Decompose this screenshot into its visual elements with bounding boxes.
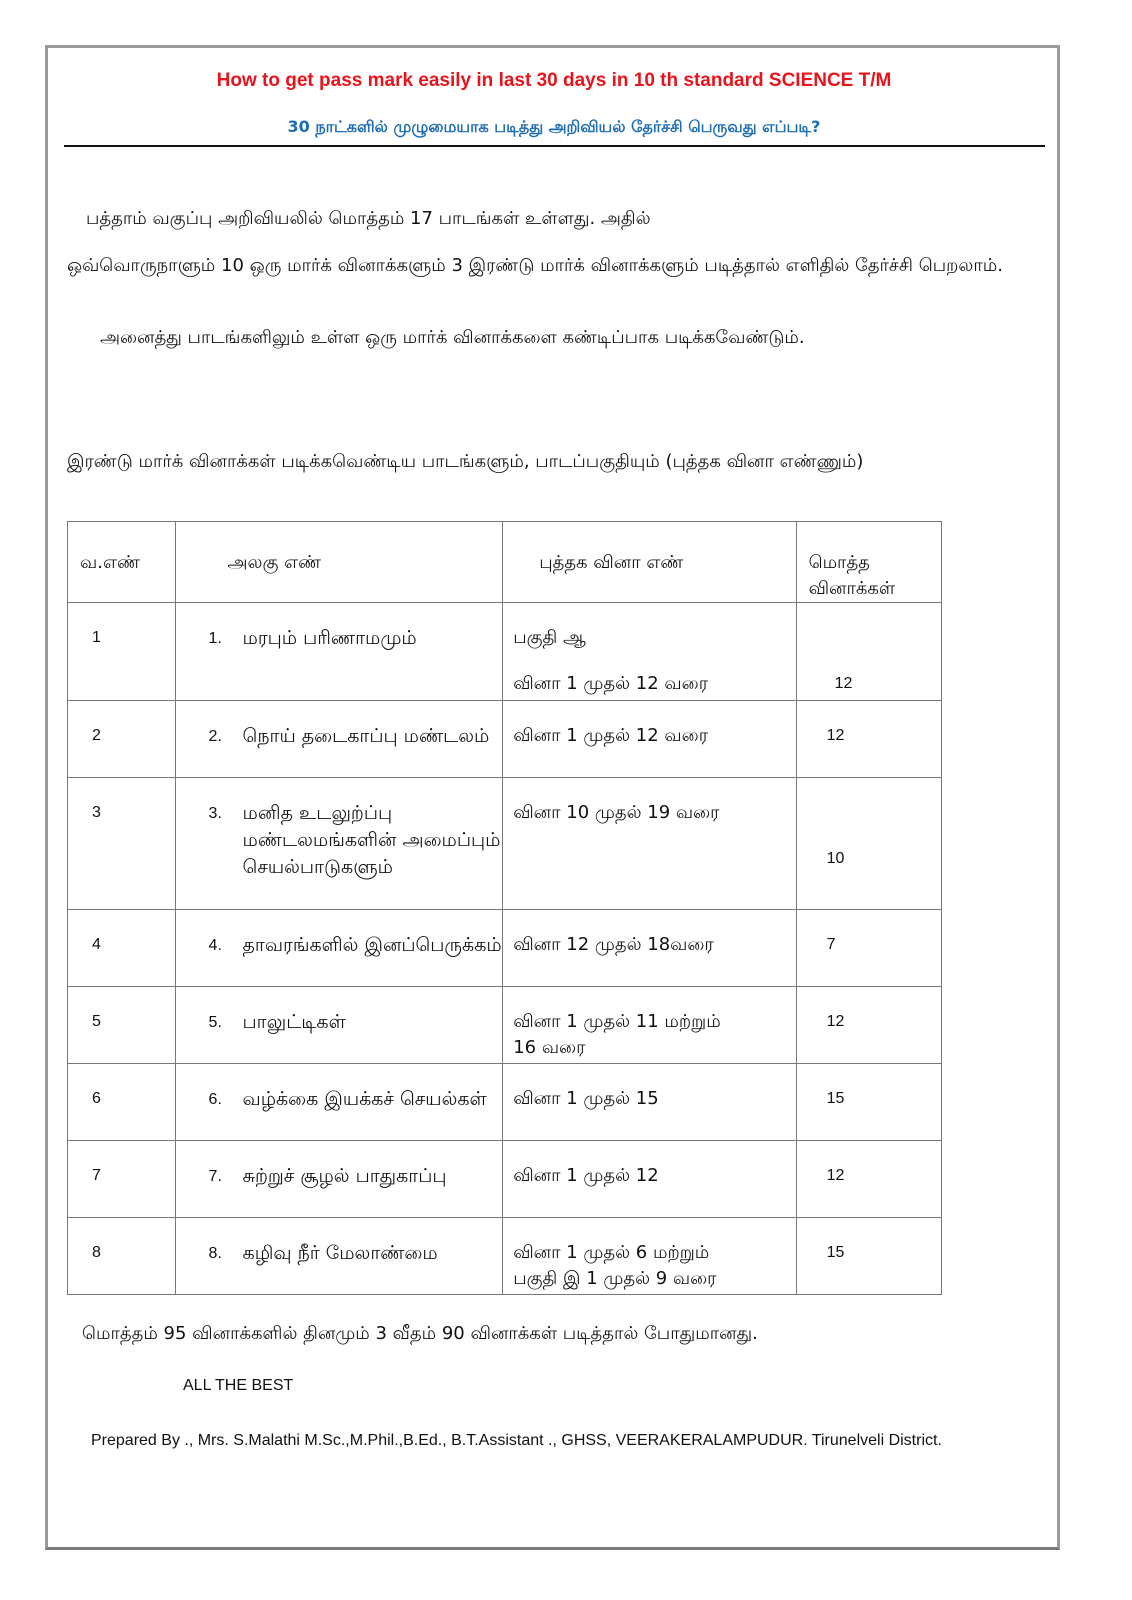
- table-caption: இரண்டு மார்க் வினாக்கள் படிக்கவெண்டிய பாடங்களும், பாடப்பகுதியும் (புத்தக வினா எண்ணும்): [67, 451, 864, 472]
- serial-number: 8: [92, 1244, 101, 1261]
- document-subtitle: 30 நாட்களில் முழுமையாக படித்து அறிவியல் தேர்ச்சி பெருவது எப்படி?: [287, 117, 821, 136]
- total-questions: 12: [826, 727, 845, 744]
- table-row: [68, 1064, 942, 1141]
- total-questions: 15: [826, 1244, 845, 1261]
- author-credit: Prepared By ., Mrs. S.Malathi M.Sc.,M.Phil.,B.Ed., B.T.Assistant ., GHSS, VEERAKERALAMPUDUR. Tirunelveli District.: [91, 1432, 942, 1449]
- unit-name: 6. வழ்க்கை இயக்கச் செயல்கள்: [208, 1088, 487, 1110]
- header-book-question: புத்தக வினா எண்: [503, 522, 796, 603]
- book-questions: வினா 1 முதல் 12: [513, 1165, 659, 1186]
- book-questions: வினா 1 முதல் 6 மற்றும் பகுதி இ 1 முதல் 9 வரை: [513, 1242, 717, 1289]
- book-questions: வினா 1 முதல் 11 மற்றும் 16 வரை: [513, 1011, 721, 1058]
- header-unit: அலகு எண்: [175, 522, 503, 603]
- intro-paragraph-3: அனைத்து பாடங்களிலும் உள்ள ஒரு மார்க் வினாக்களை கண்டிப்பாக படிக்கவேண்டும்.: [100, 327, 805, 348]
- serial-number: 7: [92, 1167, 101, 1184]
- table-row: [68, 701, 942, 778]
- total-questions: 12: [826, 1167, 845, 1184]
- book-questions: வினா 1 முதல் 15: [513, 1088, 659, 1109]
- serial-number: 4: [92, 936, 101, 953]
- serial-number: 3: [92, 804, 101, 821]
- table-row: [68, 778, 942, 910]
- intro-paragraph-2: ஒவ்வொருநாளும் 10 ஒரு மார்க் வினாக்களும் 3 இரண்டு மார்க் வினாக்களும் படித்தால் எளிதில் தேர்ச்சி பெறலாம்.: [67, 255, 1003, 276]
- table-row: [68, 987, 942, 1064]
- total-questions: 12: [834, 675, 853, 692]
- book-questions: வினா 12 முதல் 18வரை: [513, 934, 714, 955]
- header-serial: வ.எண்: [68, 522, 176, 603]
- summary-text: மொத்தம் 95 வினாக்களில் தினமும் 3 வீதம் 90 வினாக்கள் படித்தால் போதுமானது.: [82, 1323, 758, 1344]
- unit-name: 4. தாவரங்களில் இனப்பெருக்கம்: [208, 934, 502, 956]
- header-total: மொத்த வினாக்கள்: [796, 522, 941, 603]
- table-row: [68, 910, 942, 987]
- total-questions: 7: [826, 936, 836, 953]
- table-row: [68, 1141, 942, 1218]
- table-row: [68, 603, 942, 701]
- unit-name: 3. மனித உடலுற்ப்பு மண்டலமங்களின் அமைப்பும் செயல்பாடுகளும்: [208, 802, 501, 878]
- unit-name: 7. சுற்றுச் சூழல் பாதுகாப்பு: [208, 1165, 447, 1187]
- unit-name: 5. பாலுட்டிகள்: [208, 1011, 346, 1033]
- serial-number: 6: [92, 1090, 101, 1107]
- serial-number: 5: [92, 1013, 101, 1030]
- unit-name: 1. மரபும் பரிணாமமும்: [208, 627, 417, 649]
- total-questions: 10: [826, 850, 845, 867]
- table-header-row: [68, 522, 942, 603]
- book-questions: பகுதி ஆ வினா 1 முதல் 12 வரை: [513, 627, 708, 694]
- intro-paragraph-1: பத்தாம் வகுப்பு அறிவியலில் மொத்தம் 17 பாடங்கள் உள்ளது. அதில்: [86, 208, 651, 229]
- units-table: [67, 521, 942, 1295]
- document-title: How to get pass mark easily in last 30 days in 10 th standard SCIENCE T/M: [216, 70, 892, 91]
- serial-number: 2: [92, 727, 101, 744]
- total-questions: 12: [826, 1013, 845, 1030]
- table-row: [68, 1218, 942, 1295]
- total-questions: 15: [826, 1090, 845, 1107]
- closing-text: ALL THE BEST: [183, 1377, 294, 1394]
- unit-name: 8. கழிவு நீர் மேலாண்மை: [208, 1242, 438, 1264]
- serial-number: 1: [92, 629, 101, 646]
- unit-name: 2. நொய் தடைகாப்பு மண்டலம்: [208, 725, 490, 747]
- title-divider: [64, 145, 1045, 147]
- book-questions: வினா 10 முதல் 19 வரை: [513, 802, 720, 823]
- book-questions: வினா 1 முதல் 12 வரை: [513, 725, 708, 746]
